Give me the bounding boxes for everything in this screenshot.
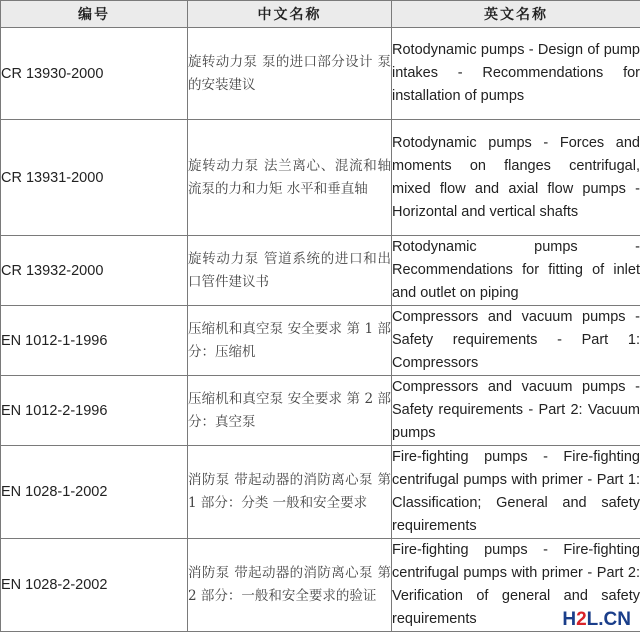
table-header-row: [1, 1, 640, 28]
watermark-suffix: L.CN: [586, 609, 631, 630]
english-title: Compressors and vacuum pumps - Safety requirements - Part 2: Vacuum pumps: [392, 376, 640, 446]
standard-code: EN 1012-2-1996: [1, 376, 188, 446]
header-code: 编号: [1, 1, 188, 28]
watermark-prefix: H: [562, 609, 577, 630]
english-title: Fire-fighting pumps - Fire-fighting centrifugal pumps with primer - Part 2: Verification of general and safety requirements: [392, 539, 640, 632]
table-row: [1, 376, 640, 446]
standard-code: EN 1028-2-2002: [1, 539, 188, 632]
english-title: Fire-fighting pumps - Fire-fighting centrifugal pumps with primer - Part 1: Classification; General and safety requirements: [392, 446, 640, 539]
english-title: Rotodynamic pumps - Recommendations for fitting of inlet and outlet on piping: [392, 236, 640, 306]
english-title: Rotodynamic pumps - Design of pump intakes - Recommendations for installation of pumps: [392, 28, 640, 120]
chinese-title: 消防泵 带起动器的消防离心泵 第 2 部分：一般和安全要求的验证: [188, 539, 392, 632]
table-row: [1, 539, 640, 632]
table-row: [1, 236, 640, 306]
standard-code: CR 13930-2000: [1, 28, 188, 120]
watermark-logo: [559, 609, 634, 631]
chinese-title: 旋转动力泵 法兰离心、混流和轴流泵的力和力矩 水平和垂直轴: [188, 120, 392, 236]
chinese-title: 压缩机和真空泵 安全要求 第 2 部分：真空泵: [188, 376, 392, 446]
standard-code: EN 1012-1-1996: [1, 306, 188, 376]
chinese-title: 压缩机和真空泵 安全要求 第 1 部分：压缩机: [188, 306, 392, 376]
chinese-title: 旋转动力泵 泵的进口部分设计 泵的安装建议: [188, 28, 392, 120]
standard-code: CR 13931-2000: [1, 120, 188, 236]
watermark-accent: 2: [576, 609, 587, 630]
english-title: Compressors and vacuum pumps - Safety requirements - Part 1: Compressors: [392, 306, 640, 376]
table-row: [1, 28, 640, 120]
standard-code: EN 1028-1-2002: [1, 446, 188, 539]
english-title: Rotodynamic pumps - Forces and moments on flanges centrifugal, mixed flow and axial flow pumps - Horizontal and vertical shafts: [392, 120, 640, 236]
chinese-title: 消防泵 带起动器的消防离心泵 第 1 部分：分类 一般和安全要求: [188, 446, 392, 539]
table-row: [1, 120, 640, 236]
chinese-title: 旋转动力泵 管道系统的进口和出口管件建议书: [188, 236, 392, 306]
header-english-name: 英文名称: [392, 1, 640, 28]
table-row: [1, 306, 640, 376]
header-chinese-name: 中文名称: [188, 1, 392, 28]
table-row: [1, 446, 640, 539]
standard-code: CR 13932-2000: [1, 236, 188, 306]
